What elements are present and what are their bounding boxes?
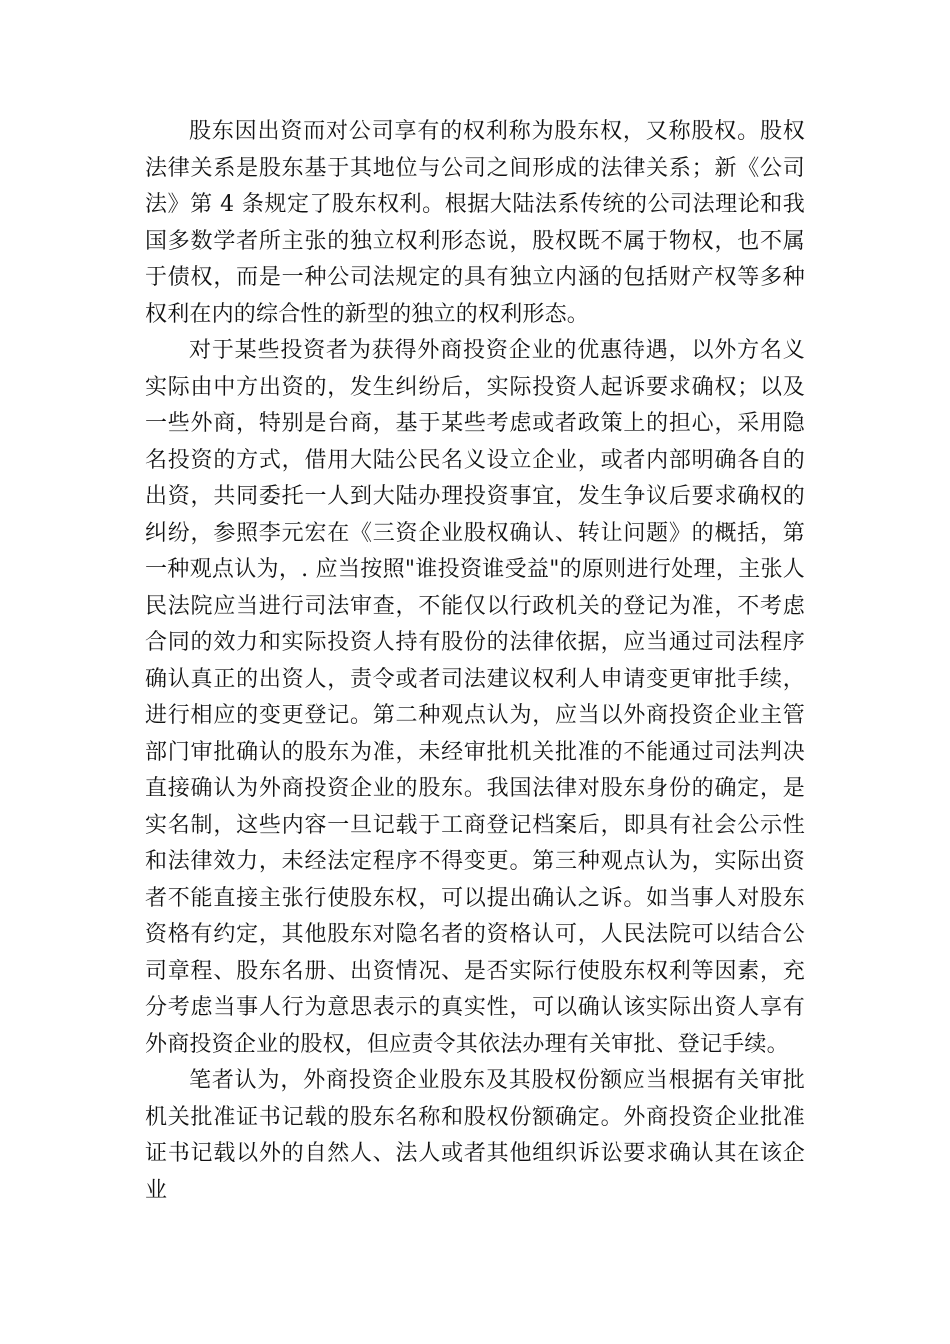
paragraph-equity-confirmation-views: 对于某些投资者为获得外商投资企业的优惠待遇，以外方名义实际由中方出资的，发生纠纷后，实际投资人起诉要求确权；以及一些外商，特别是台商，基于某些考虑或者政策上的担心，采用隐名投资的方式，借用大陆公民名义设立企业，或者内部明确各自的出资，共同委托一人到大陆办理投资事宜，发生争议后要求确权的纠纷，参照李元宏在《三资企业股权确认、转让问题》的概括，第一种观点认为，. 应当按照"谁投资谁受益"的原则进行处理，主张人民法院应当进行司法审查，不能仅以行政机关的登记为准，不考虑合同的效力和实际投资人持有股份的法律依据，应当通过司法程序确认真正的出资人，责令或者司法建议权利人申请变更审批手续，进行相应的变更登记。第二种观点认为，应当以外商投资企业主管部门审批确认的股东为准，未经审批机关批准的不能通过司法判决直接确认为外商投资企业的股东。我国法律对股东身份的确定，是实名制，这些内容一旦记载于工商登记档案后，即具有社会公示性和法律效力，未经法定程序不得变更。第三种观点认为，实际出资者不能直接主张行使股东权，可以提出确认之诉。如当事人对股东资格有约定，其他股东对隐名者的资格认可，人民法院可以结合公司章程、股东名册、出资情况、是否实际行使股东权利等因素，充分考虑当事人行为意思表示的真实性，可以确认该实际出资人享有外商投资企业的股权，但应责令其依法办理有关审批、登记手续。 [145, 338, 805, 1057]
document-body [145, 114, 805, 1209]
paragraph-shareholder-rights: 股东因出资而对公司享有的权利称为股东权，又称股权。股权法律关系是股东基于其地位与公司之间形成的法律关系；新《公司法》第 4 条规定了股东权利。根据大陆法系传统的公司法理论和我国多数学者所主张的独立权利形态说，股权既不属于物权，也不属于债权，而是一种公司法规定的具有独立内涵的包括财产权等多种权利在内的综合性的新型的独立的权利形态。 [145, 119, 805, 327]
paragraph-author-opinion: 笔者认为，外商投资企业股东及其股权份额应当根据有关审批机关批准证书记载的股东名称和股权份额确定。外商投资企业批准证书记载以外的自然人、法人或者其他组织诉讼要求确认其在该企业 [145, 1068, 805, 1203]
